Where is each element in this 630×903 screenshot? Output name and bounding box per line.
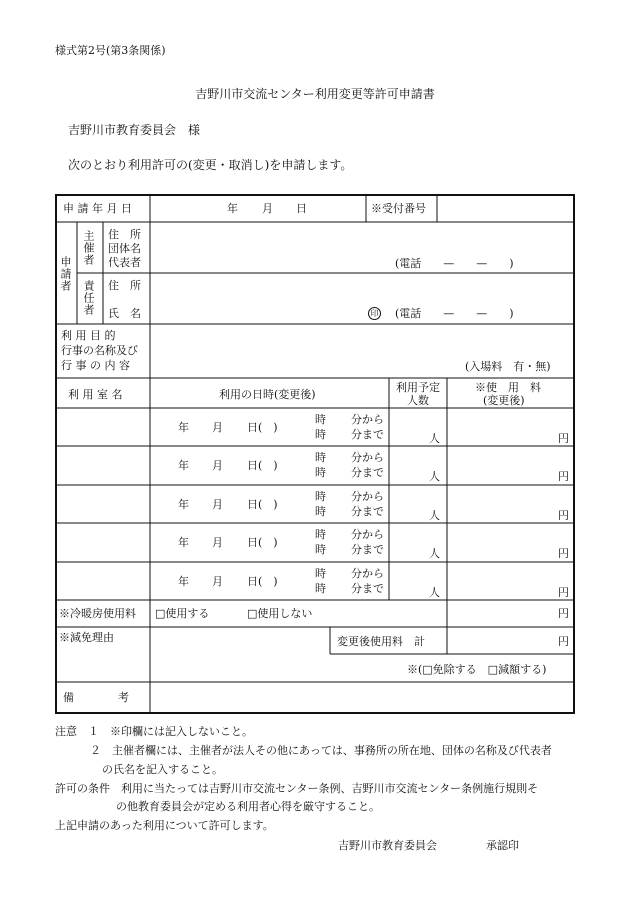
- row-day: 日( ): [247, 421, 278, 434]
- application-form: [55, 194, 575, 714]
- addressee: 吉野川市教育委員会 様: [68, 123, 201, 137]
- row-year: 年: [178, 459, 189, 472]
- row-year: 年: [178, 498, 189, 511]
- fee-header-2: (変更後): [483, 394, 525, 407]
- row-year: 年: [178, 536, 189, 549]
- row-year: 年: [178, 421, 189, 434]
- applicant-label: 申請者: [59, 256, 72, 292]
- row-minute-from: 分から: [351, 451, 384, 464]
- row-fee-yen: 円: [558, 547, 569, 560]
- changed-fee-yen: 円: [558, 635, 569, 648]
- organizer-address-label: 住 所: [108, 228, 141, 241]
- row-minute-to: 分まで: [351, 505, 384, 518]
- row-month: 月: [212, 575, 223, 588]
- apply-date-month: 月: [262, 202, 273, 215]
- reduction-options: ※(□免除する □減額する): [407, 663, 547, 676]
- aircon-yen: 円: [558, 607, 569, 620]
- row-fee-yen: 円: [558, 586, 569, 599]
- row-month: 月: [212, 421, 223, 434]
- row-year: 年: [178, 575, 189, 588]
- row-minute-to: 分まで: [351, 466, 384, 479]
- count-header-2: 人数: [407, 394, 429, 407]
- group-name-label: 団体名: [108, 242, 141, 255]
- changed-fee-label: 変更後使用料 計: [337, 635, 425, 648]
- row-hour-from: 時: [315, 413, 326, 426]
- row-hour-to: 時: [315, 582, 326, 595]
- row-hour-from: 時: [315, 528, 326, 541]
- row-day: 日( ): [247, 575, 278, 588]
- row-day: 日( ): [247, 536, 278, 549]
- row-hour-from: 時: [315, 451, 326, 464]
- responsible-name-label: 氏 名: [108, 307, 141, 320]
- aircon-nouse-checkbox[interactable]: □使用しない: [247, 607, 313, 620]
- row-month: 月: [212, 459, 223, 472]
- organizer-phone: (電話 — — ): [395, 257, 514, 270]
- note-1: 注意 １ ※印欄には記入しないこと。: [55, 725, 253, 738]
- approval-text: 上記申請のあった利用について許可します。: [55, 819, 274, 832]
- approver-name: 吉野川市教育委員会: [338, 839, 437, 852]
- representative-label: 代表者: [108, 256, 141, 269]
- aircon-use-checkbox[interactable]: □使用する: [155, 607, 210, 620]
- purpose-label-1: 利 用 目 的: [61, 329, 116, 342]
- row-persons: 人: [429, 547, 440, 560]
- row-minute-to: 分まで: [351, 543, 384, 556]
- purpose-label-3: 行 事 の 内 容: [61, 359, 130, 372]
- row-persons: 人: [429, 586, 440, 599]
- responsible-label: 責任者: [82, 280, 95, 316]
- row-month: 月: [212, 536, 223, 549]
- row-hour-to: 時: [315, 543, 326, 556]
- row-persons: 人: [429, 470, 440, 483]
- count-header-1: 利用予定: [396, 381, 440, 394]
- note-2-line-1: ２ 主催者欄には、主催者が法人その他にあっては、事務所の所在地、団体の名称及び代表者: [90, 744, 552, 757]
- seal-mark: [368, 307, 381, 320]
- note-2-line-2: の氏名を記入すること。: [102, 763, 223, 776]
- apply-date-label: 申 請 年 月 日: [63, 202, 132, 215]
- aircon-label: ※冷暖房使用料: [59, 607, 136, 620]
- row-hour-from: 時: [315, 567, 326, 580]
- room-header: 利 用 室 名: [68, 388, 123, 401]
- row-fee-yen: 円: [558, 432, 569, 445]
- seal-stamp-icon: 印: [368, 307, 381, 320]
- remarks-label: 備 考: [63, 691, 129, 704]
- responsible-phone: (電話 — — ): [395, 307, 514, 320]
- condition-line-2: の他教育委員会が定める利用者心得を厳守すること。: [116, 800, 380, 813]
- row-day: 日( ): [247, 459, 278, 472]
- admission-label: (入場料 有・無): [465, 360, 551, 373]
- row-month: 月: [212, 498, 223, 511]
- intro-text: 次のとおり利用許可の(変更・取消し)を申請します。: [68, 158, 353, 172]
- responsible-address-label: 住 所: [108, 279, 141, 292]
- row-fee-yen: 円: [558, 470, 569, 483]
- row-persons: 人: [429, 509, 440, 522]
- datetime-header: 利用の日時(変更後): [219, 388, 316, 401]
- form-title: 吉野川市交流センター利用変更等許可申請書: [195, 87, 435, 101]
- approval-seal-label: 承認印: [486, 839, 519, 852]
- row-minute-from: 分から: [351, 567, 384, 580]
- condition-line-1: 許可の条件 利用に当たっては吉野川市交流センター条例、吉野川市交流センター条例施行規則そ: [55, 782, 539, 795]
- reduction-reason-label: ※減免理由: [59, 631, 114, 644]
- row-hour-from: 時: [315, 490, 326, 503]
- row-minute-to: 分まで: [351, 582, 384, 595]
- receipt-number-label: ※受付番号: [371, 202, 426, 215]
- row-day: 日( ): [247, 498, 278, 511]
- row-fee-yen: 円: [558, 509, 569, 522]
- row-hour-to: 時: [315, 428, 326, 441]
- row-persons: 人: [429, 432, 440, 445]
- purpose-label-2: 行事の名称及び: [61, 344, 138, 357]
- organizer-label: 主催者: [82, 230, 95, 266]
- row-minute-to: 分まで: [351, 428, 384, 441]
- form-code: 様式第2号(第3条関係): [55, 44, 166, 57]
- row-minute-from: 分から: [351, 528, 384, 541]
- fee-header-1: ※使 用 料: [475, 381, 541, 394]
- row-minute-from: 分から: [351, 413, 384, 426]
- row-minute-from: 分から: [351, 490, 384, 503]
- row-hour-to: 時: [315, 505, 326, 518]
- apply-date-day: 日: [296, 202, 307, 215]
- apply-date-year: 年: [227, 202, 238, 215]
- row-hour-to: 時: [315, 466, 326, 479]
